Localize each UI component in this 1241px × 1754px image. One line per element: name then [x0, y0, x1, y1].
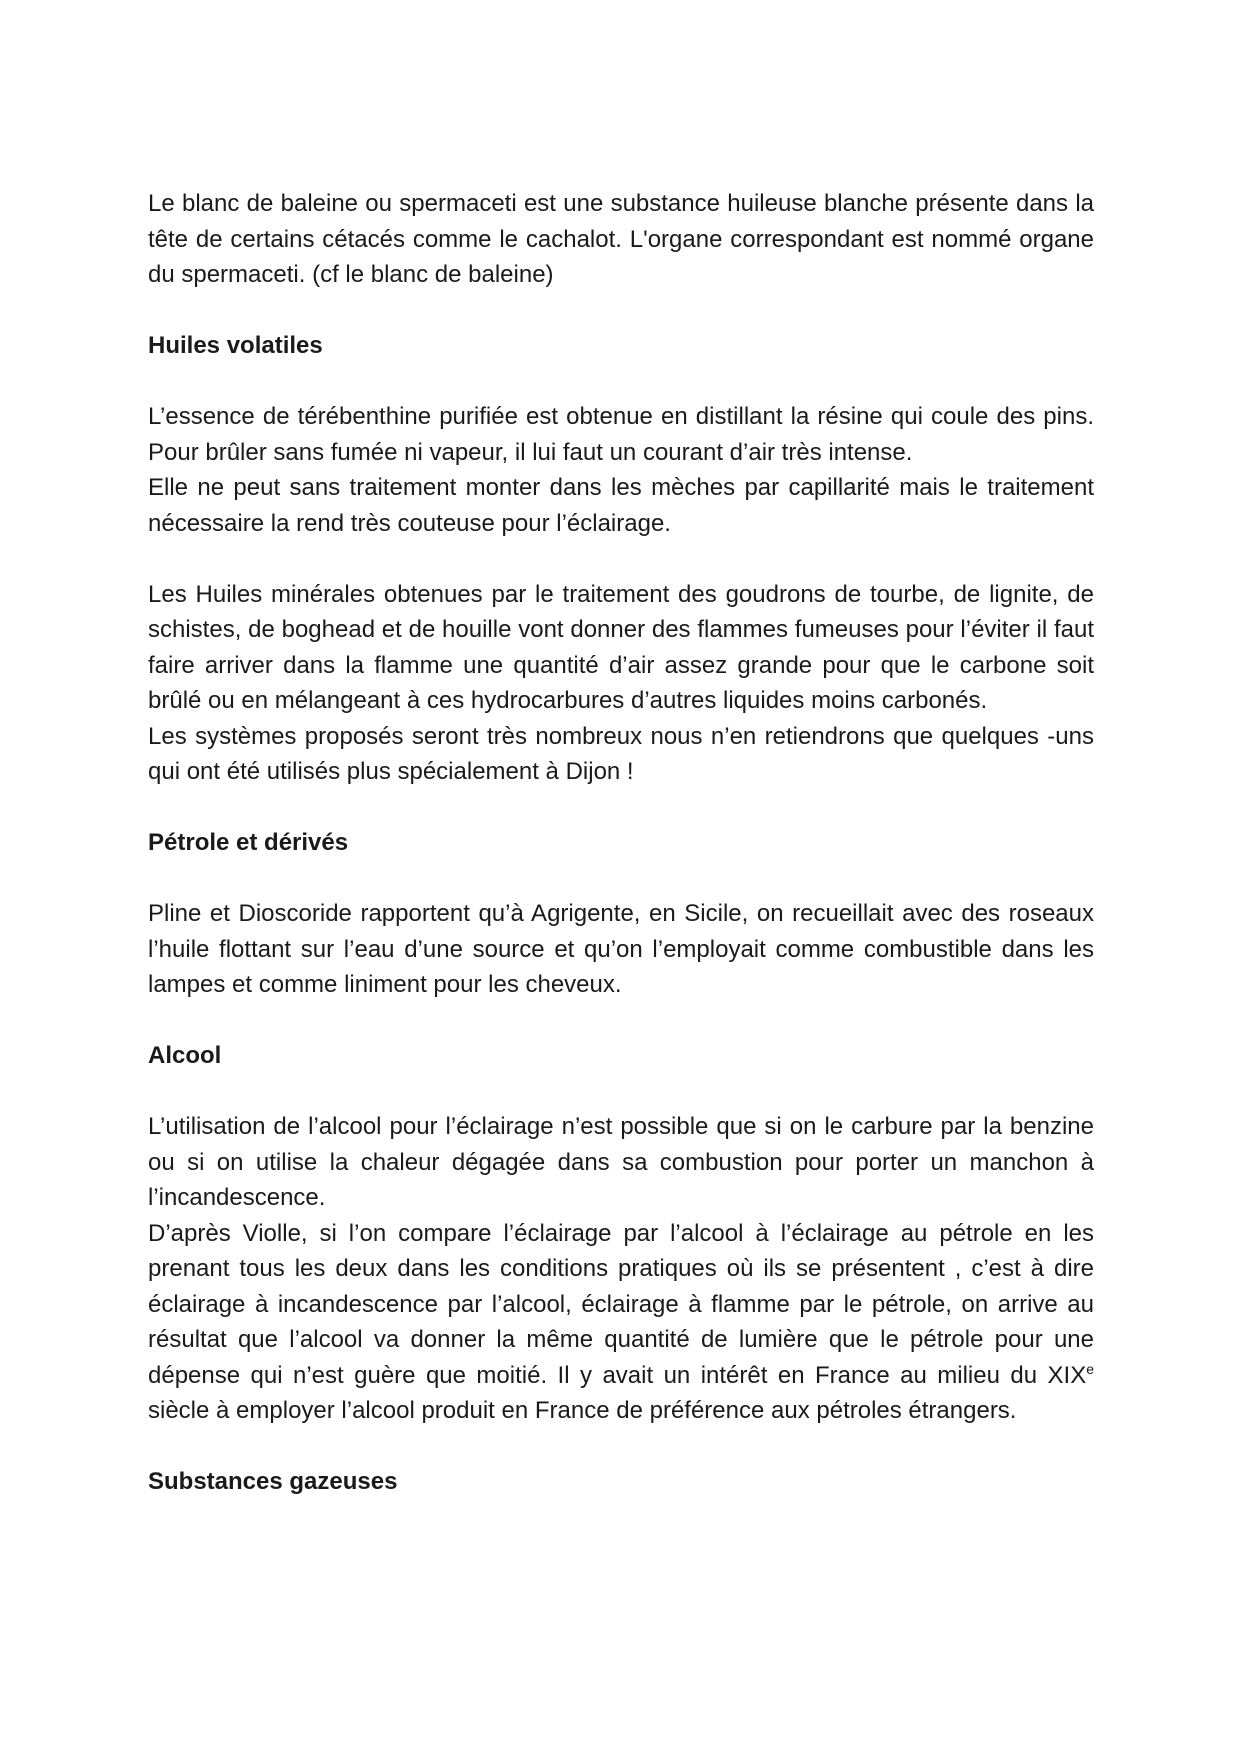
- paragraph-utilisation-alcool: L’utilisation de l’alcool pour l’éclairage n’est possible que si on le carbure par la benzine ou si on utilise la chaleur dégagée dans sa combustion pour porter un manchon à l’incandescence.: [148, 1113, 1094, 1211]
- heading-huiles-volatiles: Huiles volatiles: [148, 332, 323, 359]
- paragraph-capillarite: Elle ne peut sans traitement monter dans les mèches par capillarité mais le traitement nécessaire la rend très couteuse pour l’éclairage.: [148, 474, 1094, 537]
- paragraph-terebenthine: L’essence de térébenthine purifiée est obtenue en distillant la résine qui coule des pins. Pour brûler sans fumée ni vapeur, il lui faut un courant d’air très intense.: [148, 403, 1094, 466]
- spacer: [148, 293, 1094, 329]
- heading-petrole: Pétrole et dérivés: [148, 829, 349, 856]
- superscript-e: e: [1086, 1360, 1094, 1377]
- paragraph-violle-text: D’après Violle, si l’on compare l’éclairage par l’alcool à l’éclairage au pétrole en les prenant tous les deux dans les conditions pratiques où ils se présentent , c’est à dire éclairage à incandescence par l’alcool, éclairage à flamme par le pétrole, on arrive au résultat que l’alcool va donner la même quantité de lumière que le pétrole pour une dépense qui n’est guère que moitié. Il y avait un intérêt en France au milieu du XIX: [148, 1219, 1094, 1389]
- paragraph-spermaceti: Le blanc de baleine ou spermaceti est une substance huileuse blanche présente dans la tête de certains cétacés comme le cachalot. L'organe correspondant est nommé organe du spermaceti. (cf le blanc de baleine): [148, 190, 1094, 288]
- heading-substances-gazeuses: Substances gazeuses: [148, 1468, 398, 1495]
- spacer: [148, 861, 1094, 897]
- spacer: [148, 1074, 1094, 1110]
- document-page: [148, 186, 1094, 1500]
- paragraph-violle: [148, 1216, 1094, 1429]
- heading-alcool: Alcool: [148, 1042, 222, 1069]
- spacer: [148, 364, 1094, 400]
- spacer: [148, 790, 1094, 826]
- spacer: [148, 541, 1094, 577]
- paragraph-violle-text-end: siècle à employer l’alcool produit en France de préférence aux pétroles étrangers.: [148, 1397, 1017, 1424]
- paragraph-huiles-minerales: Les Huiles minérales obtenues par le traitement des goudrons de tourbe, de lignite, de schistes, de boghead et de houille vont donner des flammes fumeuses pour l’éviter il faut faire arriver dans la flamme une quantité d’air assez grande pour que le carbone soit brûlé ou en mélangeant à ces hydrocarbures d’autres liquides moins carbonés.: [148, 580, 1094, 714]
- spacer: [148, 1003, 1094, 1039]
- paragraph-pline: Pline et Dioscoride rapportent qu’à Agrigente, en Sicile, on recueillait avec des roseaux l’huile flottant sur l’eau d’une source et qu’on l’employait comme combustible dans les lampes et comme liniment pour les cheveux.: [148, 900, 1094, 998]
- spacer: [148, 1429, 1094, 1465]
- paragraph-systemes: Les systèmes proposés seront très nombreux nous n’en retiendrons que quelques -uns qui ont été utilisés plus spécialement à Dijon !: [148, 722, 1094, 785]
